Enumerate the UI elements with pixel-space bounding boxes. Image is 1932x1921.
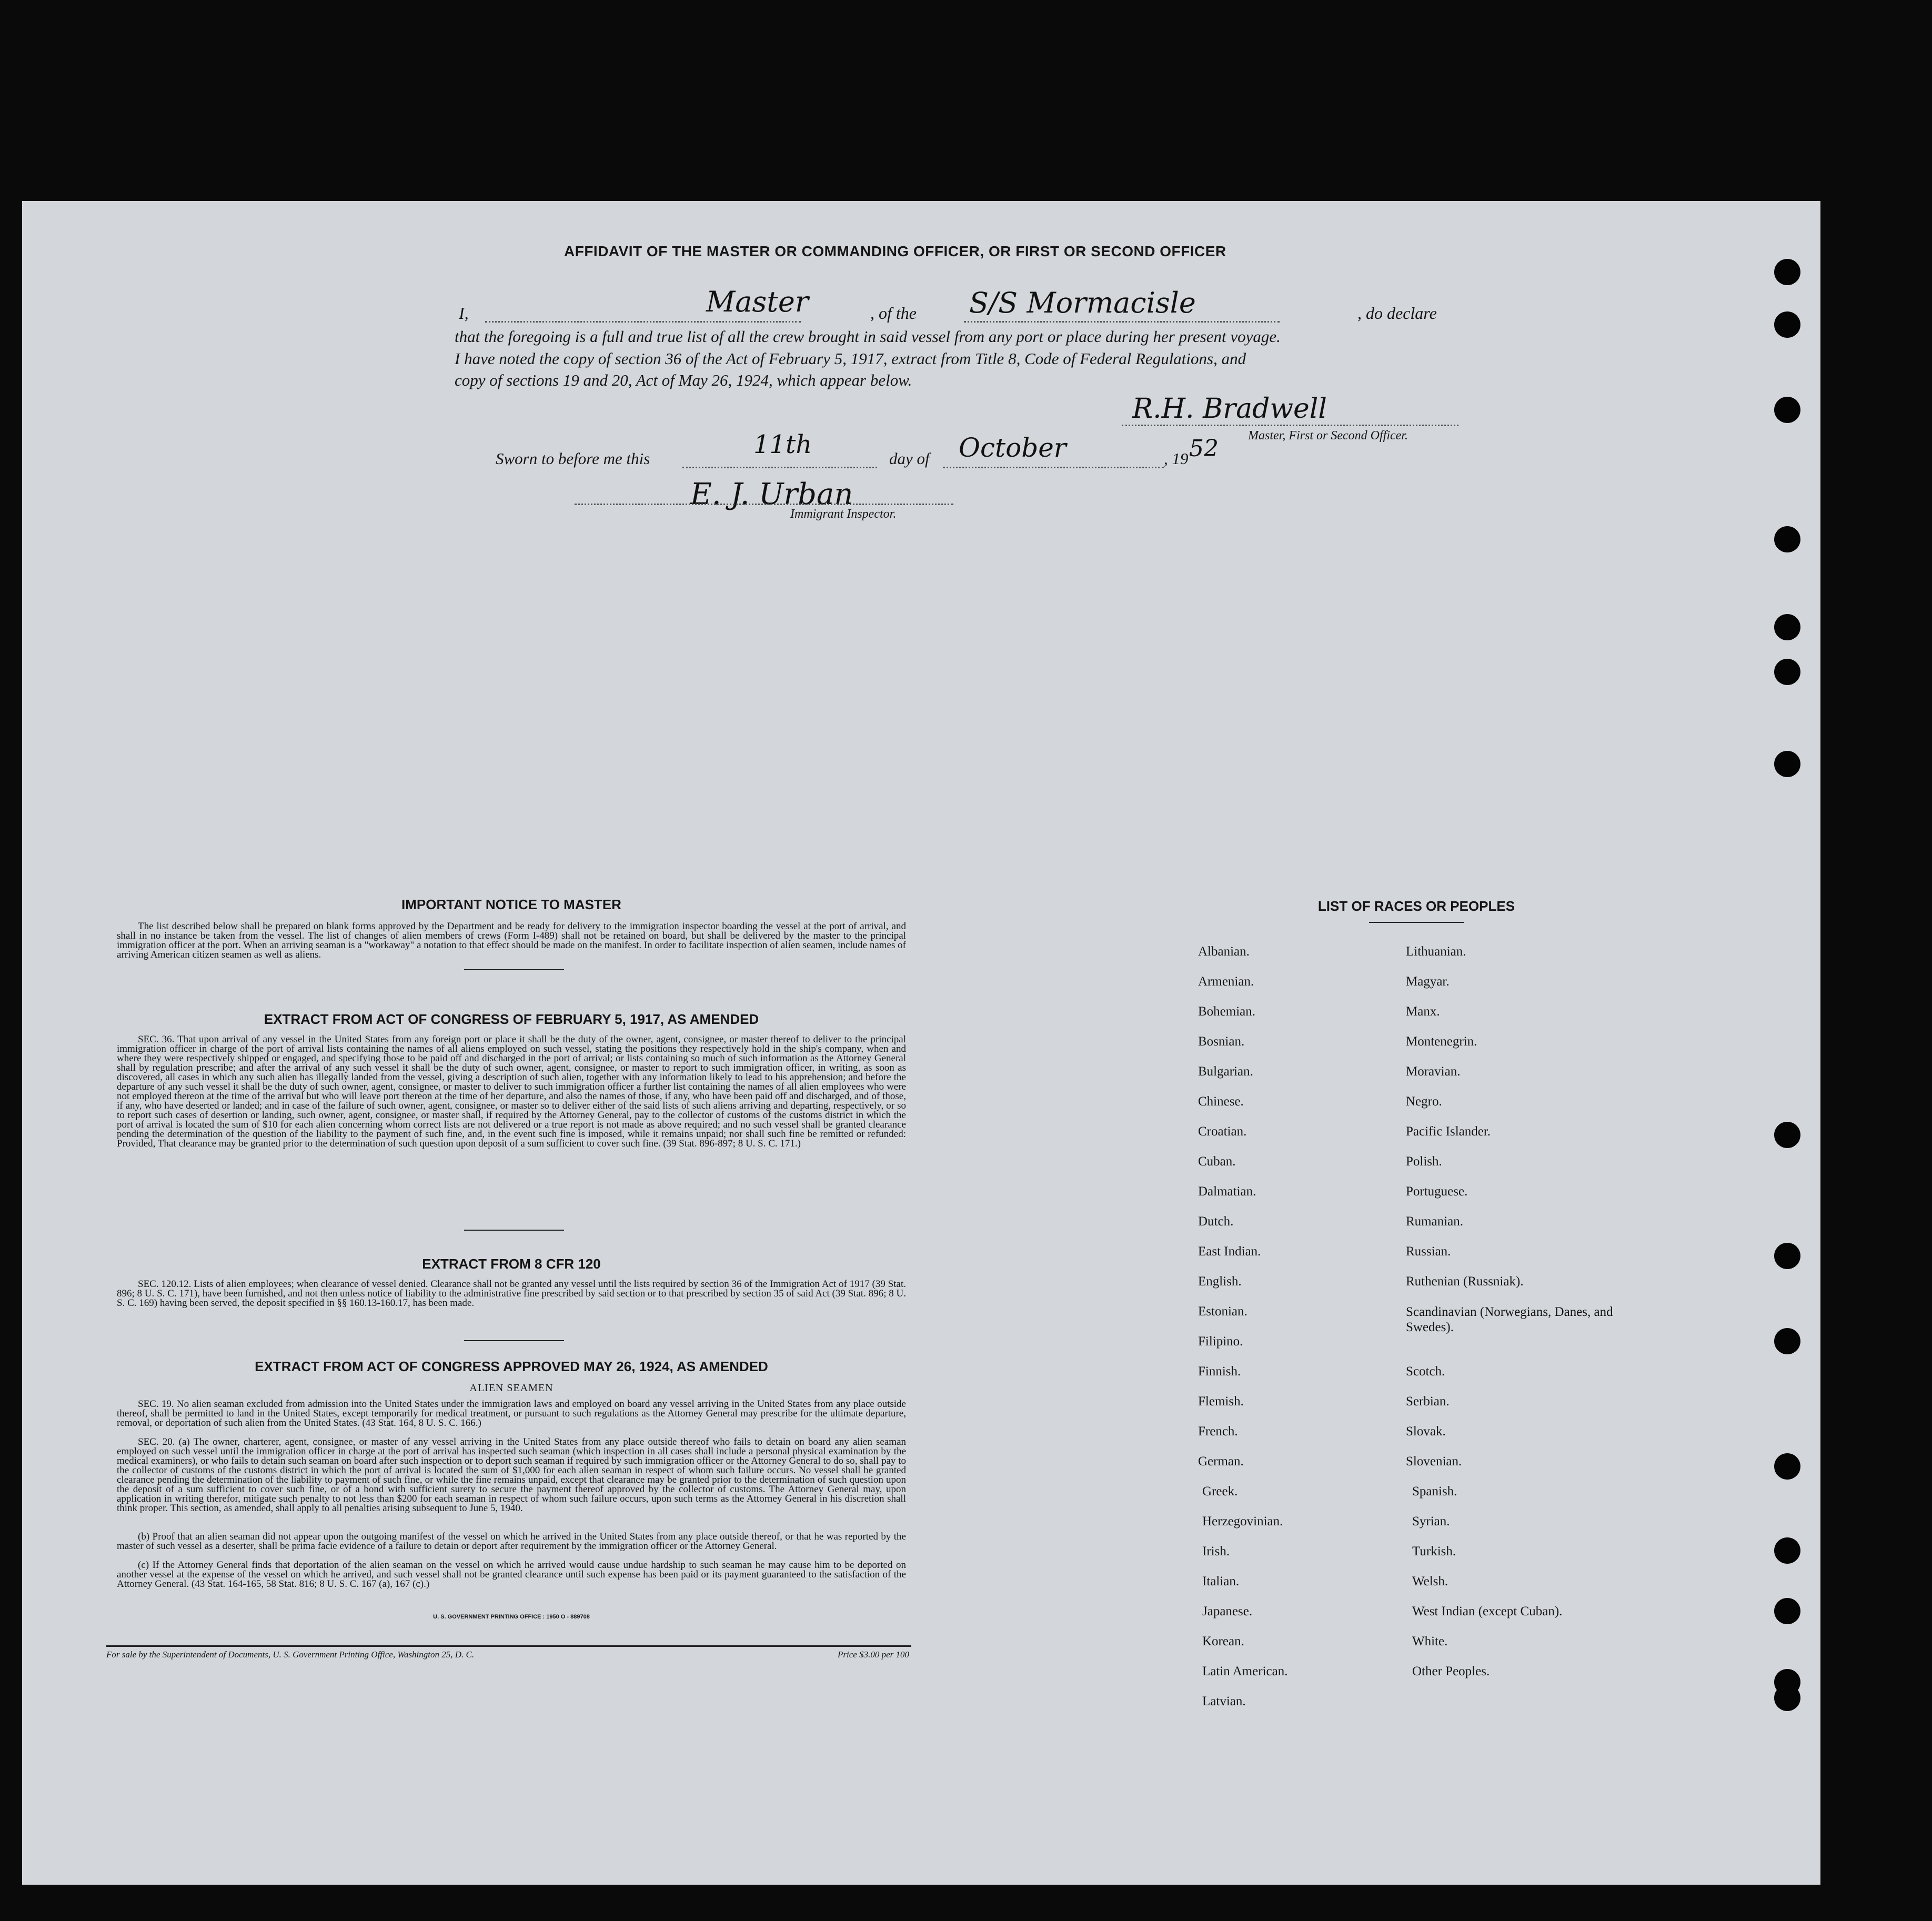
race-item: English. [1198, 1274, 1242, 1289]
punch-hole [1774, 1453, 1800, 1480]
punch-hole [1774, 1598, 1800, 1624]
vessel-handwritten: S/S Mormacisle [969, 286, 1196, 319]
punch-hole [1774, 259, 1800, 285]
declaration-line-4: copy of sections 19 and 20, Act of May 26, 1924, which appear below. [455, 371, 912, 389]
master-signature-label: Master, First or Second Officer. [1248, 429, 1408, 442]
race-item: Welsh. [1412, 1574, 1448, 1588]
sworn-month-handwritten: October [959, 433, 1066, 463]
race-item: West Indian (except Cuban). [1412, 1604, 1563, 1618]
inspector-signature-label: Immigrant Inspector. [790, 507, 897, 521]
race-item: East Indian. [1198, 1244, 1261, 1259]
race-item: Syrian. [1412, 1514, 1450, 1528]
punch-hole [1774, 751, 1800, 777]
race-item: Ruthenian (Russniak). [1406, 1274, 1524, 1289]
race-item: French. [1198, 1424, 1238, 1439]
race-item: Turkish. [1412, 1544, 1456, 1558]
declaration-of-the: , of the [870, 304, 917, 323]
race-item: Slovenian. [1406, 1454, 1462, 1469]
sworn-day-blank [682, 467, 877, 468]
punch-hole [1774, 311, 1800, 338]
race-item: Montenegrin. [1406, 1034, 1477, 1049]
race-item: Manx. [1406, 1004, 1440, 1019]
race-item: Korean. [1202, 1634, 1244, 1648]
extract-1917-title: EXTRACT FROM ACT OF CONGRESS OF FEBRUARY 5, 1917, AS AMENDED [264, 1011, 759, 1027]
punch-hole [1774, 1122, 1800, 1148]
punch-hole [1774, 1243, 1800, 1269]
punch-hole [1774, 1537, 1800, 1564]
race-item: Italian. [1202, 1574, 1240, 1588]
race-item: Filipino. [1198, 1334, 1243, 1349]
sworn-year-handwritten: 52 [1189, 435, 1219, 462]
divider [464, 1340, 564, 1341]
divider [464, 969, 564, 970]
extract-cfr-text: SEC. 120.12. Lists of alien employees; when clearance of vessel denied. Clearance shall not be granted any vessel until the lists required by section 36 of the Immigration Act of 1917 (39 Stat. 896; 8 U. S. C. 171), have been furnished, and not then unless notice of liability to the administrative fine prescribed by said section or to that prescribed by section 35 of said Act (39 Stat. 896; 8 U. S. C. 169) having been served, the deposit specified in §§ 160.13-160.17, has been made. [117, 1279, 906, 1309]
race-item: Finnish. [1198, 1364, 1241, 1379]
race-item: Scandinavian (Norwegians, Danes, and Swedes). [1406, 1305, 1613, 1334]
punch-hole [1774, 1685, 1800, 1711]
race-item: Scotch. [1406, 1364, 1445, 1379]
inspector-signature-line [575, 504, 953, 505]
footer-price: Price $3.00 per 100 [838, 1650, 909, 1659]
race-item: Negro. [1406, 1094, 1442, 1109]
sworn-day-handwritten: 11th [753, 430, 812, 459]
race-item: Herzegovinian. [1202, 1514, 1283, 1528]
race-item: Greek. [1202, 1484, 1238, 1498]
extract-1917-text: SEC. 36. That upon arrival of any vessel in the United States from any foreign port or place it shall be the duty of the owner, agent, consignee, or master thereof to deliver to the principal immigration officer in charge of the port of arrival lists containing the names of all aliens employed on such vessel, stating the positions they respectively hold in the ship's company, when and where they were respectively shipped or engaged, and specifying those to be paid off and discharged in the port of arrival; or lists containing so much of such information as the Attorney General shall by regulation prescribe; and after the arrival of any such vessel it shall be the duty of such owner, agent, consignee, or master to report to such immigration officer, in writing, as soon as discovered, all cases in which any such alien has illegally landed from the vessel, giving a description of such alien, together with any information likely to lead to his apprehension; and before the departure of any such vessel it shall be the duty of such owner, agent, consignee, or master to deliver to such immigration officer a further list containing the names of all alien employees who were not employed thereon at the time of the arrival but who will leave port thereon at the time of her departure, and also the names of those, if any, who have been paid off and discharged, and of those, if any, who have deserted or landed; and in case of the failure of such owner, agent, consignee, or master so to deliver either of the said lists of such aliens arriving and departing, respectively, or so to report such cases of desertion or landing, such owner, agent, consignee, or master shall, if required by the Attorney General, pay to the collector of customs of the customs district in which the port of arrival is located the sum of $10 for each alien concerning whom correct lists are not delivered or a true report is not made as above required; and no such vessel shall be granted clearance pending the determination of the question of the liability to the payment of such fine, and, in the event such fine is imposed, while it remains unpaid; nor shall such fine be remitted or refunded: Provided, That clearance may be granted prior to the determination of such question upon deposit of a sum sufficient to cover such fine. (39 Stat. 896-897; 8 U. S. C. 171.) [117, 1034, 906, 1149]
declaration-line-2: that the foregoing is a full and true list of all the crew brought in said vessel from any port or place during her present voyage. [455, 327, 1281, 346]
sworn-month-blank [943, 467, 1164, 468]
extract-1924-sec20a: SEC. 20. (a) The owner, charterer, agent, consignee, or master of any vessel arriving in the United States from any place outside thereof who fails to detain on board any alien seaman employed on such vessel until the immigration officer in charge at the port of arrival has inspected such seaman (which inspection in all cases shall include a personal physical examination by the medical examiners), or who fails to detain such seaman on board after such inspection or to deport such seaman if required by such immigration officer or the Attorney General to do so, shall pay to the collector of customs of the customs district in which the port of arrival is located the sum of $1,000 for each alien seaman in respect of whom such failure occurs. No vessel shall be granted clearance pending the determination of the liability to payment of such fine, or while the fine remains unpaid, except that clearance may be granted prior to the determination of such question upon the deposit of a sum sufficient to cover such fine, or of a bond with sufficient surety to secure the payment thereof approved by the collector of customs. The Attorney General may, upon application in writing therefor, mitigate such penalty to not less than $200 for each seaman in respect of whom such failure occurs, upon such terms as the Attorney General in his discretion shall think proper. This section, as amended, shall apply to all penalties arising subsequent to June 5, 1940. [117, 1436, 906, 1514]
inspector-signature: E. J. Urban [690, 477, 853, 511]
vessel-blank [964, 321, 1280, 323]
race-item: Rumanian. [1406, 1214, 1464, 1229]
race-item: Slovak. [1406, 1424, 1446, 1439]
race-item: Lithuanian. [1406, 944, 1466, 959]
race-item: Pacific Islander. [1406, 1124, 1491, 1139]
race-item: German. [1198, 1454, 1244, 1469]
race-item: Croatian. [1198, 1124, 1247, 1139]
affidavit-title: AFFIDAVIT OF THE MASTER OR COMMANDING OFFICER, OR FIRST OR SECOND OFFICER [564, 243, 1226, 259]
declaration-line-3: I have noted the copy of section 36 of the Act of February 5, 1917, extract from Title 8, Code of Federal Regulations, and [455, 349, 1246, 368]
rank-handwritten: Master [706, 285, 809, 318]
manifest-page [22, 201, 1820, 1885]
punch-hole [1774, 526, 1800, 552]
master-signature: R.H. Bradwell [1132, 393, 1327, 425]
race-item: Magyar. [1406, 974, 1450, 989]
race-item: White. [1412, 1634, 1448, 1648]
race-item: Chinese. [1198, 1094, 1244, 1109]
race-item: Cuban. [1198, 1154, 1236, 1169]
race-item: Bohemian. [1198, 1004, 1256, 1019]
race-item: Moravian. [1406, 1064, 1461, 1079]
punch-hole [1774, 1328, 1800, 1354]
divider [464, 1230, 564, 1231]
footer-rule [106, 1645, 911, 1647]
race-item: Latvian. [1202, 1694, 1246, 1708]
race-item: Latin American. [1202, 1664, 1288, 1678]
race-item: Serbian. [1406, 1394, 1450, 1409]
race-item: Dutch. [1198, 1214, 1234, 1229]
notice-text: The list described below shall be prepared on blank forms approved by the Department and be ready for delivery to the immigration inspector boarding the vessel at the port of arrival, and shall in no instance be taken from the vessel. The list of changes of alien members of crews (Form I-489) shall not be retained on board, but shall be delivered by the master to the principal immigration officer at the port. When an arriving seaman is a "workaway" a notation to that effect should be made on the manifest. In order to facilitate inspection of alien seamen, include names of arriving American citizen seamen as well as aliens. [117, 921, 906, 960]
race-item: Armenian. [1198, 974, 1254, 989]
extract-1924-subtitle: ALIEN SEAMEN [469, 1382, 554, 1394]
race-item: Portuguese. [1406, 1184, 1468, 1199]
extract-cfr-title: EXTRACT FROM 8 CFR 120 [422, 1256, 601, 1272]
sworn-year-prefix: , 19 [1164, 449, 1189, 468]
declaration-prefix: I, [459, 304, 469, 323]
sworn-prefix: Sworn to before me this [496, 449, 650, 468]
extract-1924-sec19: SEC. 19. No alien seaman excluded from admission into the United States under the immigration laws and employed on board any vessel arriving in the United States from any place outside thereof, shall be permitted to land in the United States, except temporarily for medical treatment, or pursuant to such regulations as the Attorney General may prescribe for the ultimate departure, removal, or deportation of such alien from the United States. (43 Stat. 164, 8 U. S. C. 166.) [117, 1399, 906, 1429]
race-item: Japanese. [1202, 1604, 1253, 1618]
race-item: Russian. [1406, 1244, 1451, 1259]
races-title: LIST OF RACES OR PEOPLES [1317, 898, 1515, 914]
punch-hole [1774, 659, 1800, 685]
declaration-suffix: , do declare [1357, 304, 1437, 323]
sworn-day-of: day of [889, 449, 930, 468]
race-item: Polish. [1406, 1154, 1442, 1169]
race-item: Bosnian. [1198, 1034, 1245, 1049]
race-item: Bulgarian. [1198, 1064, 1253, 1079]
race-item: Flemish. [1198, 1394, 1244, 1409]
race-item: Estonian. [1198, 1304, 1247, 1319]
notice-title: IMPORTANT NOTICE TO MASTER [401, 897, 621, 912]
race-item: Other Peoples. [1412, 1664, 1490, 1678]
punch-hole [1774, 614, 1800, 640]
race-item: Irish. [1202, 1544, 1230, 1558]
race-item: Dalmatian. [1198, 1184, 1256, 1199]
punch-hole [1774, 397, 1800, 423]
races-title-rule [1369, 922, 1464, 923]
master-signature-line [1122, 425, 1458, 426]
race-item: Spanish. [1412, 1484, 1457, 1498]
rank-blank [485, 321, 801, 323]
extract-1924-title: EXTRACT FROM ACT OF CONGRESS APPROVED MAY 26, 1924, AS AMENDED [255, 1359, 768, 1374]
race-item: Albanian. [1198, 944, 1250, 959]
extract-1924-sec20b: (b) Proof that an alien seaman did not appear upon the outgoing manifest of the vessel on which he arrived in the United States from any place outside thereof, or that he was reported by the master of such vessel as a deserter, shall be prima facie evidence of a failure to detain or deport after requirement by the immigration officer or the Attorney General. [117, 1531, 906, 1552]
footer-sale-note: For sale by the Superintendent of Documents, U. S. Government Printing Office, Washington 25, D. C. [106, 1650, 475, 1659]
printing-office-line: U. S. GOVERNMENT PRINTING OFFICE : 1950 O - 889708 [433, 1614, 590, 1620]
extract-1924-sec20c: (c) If the Attorney General finds that deportation of the alien seaman on the vessel on which he arrived would cause undue hardship to such seaman he may cause him to be deported on another vessel at the expense of the vessel on which he arrived, and such vessel shall not be granted clearance until such expense has been paid or its payment guaranteed to the satisfaction of the Attorney General. (43 Stat. 164-165, 58 Stat. 816; 8 U. S. C. 167 (a), 167 (c).) [117, 1560, 906, 1590]
